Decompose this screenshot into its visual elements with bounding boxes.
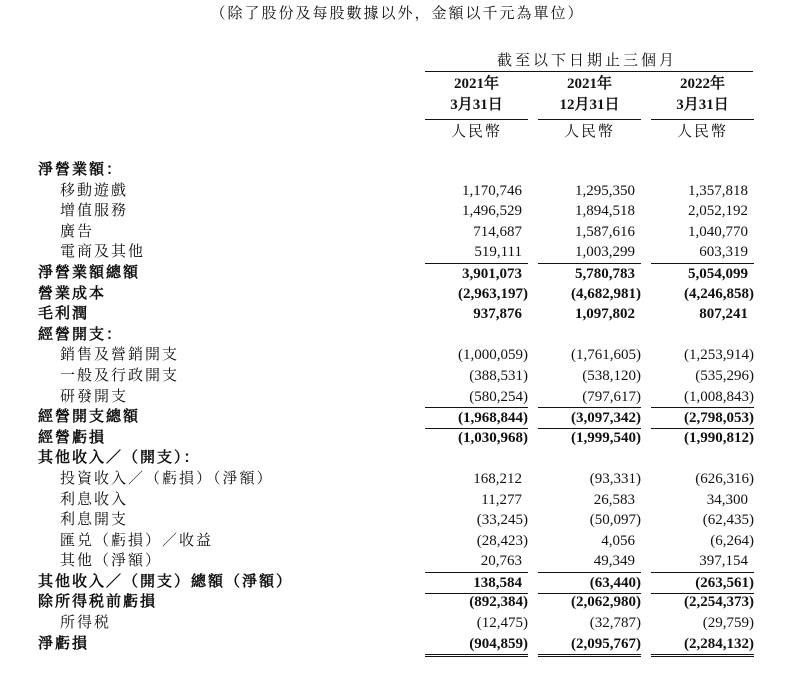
value-cell: (6,264) — [710, 532, 754, 549]
value-cell: (1,761,605) — [571, 347, 641, 364]
row-label: 移動遊戲 — [60, 182, 129, 199]
table-row — [0, 428, 795, 449]
value-cell: (1,253,914) — [684, 347, 754, 364]
value-cell: (263,561) — [651, 572, 754, 594]
table-row — [0, 242, 795, 263]
row-label: 利息收入 — [60, 491, 129, 508]
value-cell: (2,963,197) — [458, 285, 528, 302]
value-cell: 1,295,350 — [575, 182, 635, 199]
column-header-2022-q1 — [651, 74, 754, 143]
row-label: 研發開支 — [60, 388, 129, 405]
value-cell: (28,423) — [476, 532, 528, 549]
row-label: 毛利潤 — [38, 306, 90, 323]
column-year: 2021年 — [566, 76, 612, 92]
value-cell: 603,319 — [699, 244, 748, 261]
value-cell: (33,245) — [476, 512, 528, 529]
row-label: 營業成本 — [38, 285, 107, 302]
row-label: 經營開支總額 — [38, 409, 141, 426]
column-date: 3月31日 — [676, 97, 729, 113]
row-label: 利息開支 — [60, 512, 129, 529]
value-cell: (626,316) — [695, 470, 754, 487]
value-cell: 807,241 — [699, 306, 748, 323]
value-cell: (3,097,342) — [538, 407, 641, 429]
value-cell: (4,682,981) — [571, 285, 641, 302]
table-row — [0, 490, 795, 511]
value-cell: (538,120) — [582, 367, 641, 384]
period-heading: 截至以下日期止三個月 — [496, 53, 677, 69]
value-cell: 519,111 — [474, 244, 522, 261]
table-row — [0, 531, 795, 552]
value-cell: (1,000,059) — [458, 347, 528, 364]
row-label: 匯兑（虧損）／收益 — [60, 532, 214, 549]
value-cell: (580,254) — [469, 388, 528, 405]
row-label: 一般及行政開支 — [60, 367, 180, 384]
table-row — [0, 407, 795, 428]
row-label: 其他收入／（開支）總額（淨額） — [38, 573, 294, 590]
table-row — [0, 613, 795, 634]
value-cell: (2,062,980) — [571, 594, 641, 611]
table-row — [0, 469, 795, 490]
row-label: 除所得税前虧損 — [38, 594, 158, 611]
value-cell: 34,300 — [706, 491, 748, 508]
value-cell: (2,798,053) — [651, 407, 754, 429]
value-cell: 26,583 — [593, 491, 635, 508]
column-year: 2021年 — [453, 76, 499, 92]
value-cell: (50,097) — [589, 512, 641, 529]
value-cell: 11,277 — [481, 491, 522, 508]
value-cell: 1,496,529 — [462, 203, 522, 220]
column-date: 3月31日 — [450, 97, 503, 113]
value-cell: 5,780,783 — [538, 263, 641, 284]
value-cell: 397,154 — [699, 553, 748, 570]
table-row — [0, 284, 795, 305]
table-row — [0, 366, 795, 387]
value-cell: 937,876 — [473, 306, 522, 323]
table-row — [0, 448, 795, 469]
value-cell: 20,763 — [480, 553, 522, 570]
value-cell: (62,435) — [702, 512, 754, 529]
row-label: 投資收入／（虧損）（淨額） — [60, 470, 274, 487]
row-label: 其他（淨額） — [60, 553, 163, 570]
value-cell: (12,475) — [476, 615, 528, 632]
row-label: 經營虧損 — [38, 429, 107, 446]
column-currency: 人民幣 — [651, 119, 754, 143]
unit-note: （除了股份及每股數據以外，金額以千元為單位） — [210, 6, 585, 22]
table-row — [0, 263, 795, 284]
table-row — [0, 160, 795, 181]
value-cell: 1,040,770 — [688, 223, 748, 240]
row-label: 淨營業額總額 — [38, 264, 141, 281]
table-row — [0, 201, 795, 222]
value-cell: (2,254,373) — [684, 594, 754, 611]
table-row — [0, 592, 795, 613]
column-currency: 人民幣 — [538, 119, 641, 143]
table-row — [0, 551, 795, 572]
table-row — [0, 345, 795, 366]
table-row — [0, 304, 795, 325]
value-cell: (904,859) — [425, 634, 528, 657]
value-cell: 1,894,518 — [575, 203, 635, 220]
value-cell: (1,999,540) — [571, 429, 641, 446]
table-row — [0, 572, 795, 593]
value-cell: (32,787) — [589, 615, 641, 632]
table-row — [0, 634, 795, 655]
value-cell: (93,331) — [589, 470, 641, 487]
row-label: 淨營業額： — [38, 162, 124, 178]
value-cell: 3,901,073 — [425, 263, 528, 284]
value-cell: (1,030,968) — [458, 429, 528, 446]
value-cell: (1,968,844) — [425, 407, 528, 429]
value-cell: (535,296) — [695, 367, 754, 384]
table-row — [0, 510, 795, 531]
value-cell: 714,687 — [473, 223, 522, 240]
table-row — [0, 387, 795, 408]
value-cell: 168,212 — [473, 470, 522, 487]
row-label: 其他收入／（開支）： — [38, 450, 201, 467]
value-cell: 2,052,192 — [688, 203, 748, 220]
value-cell: 138,584 — [425, 572, 528, 594]
value-cell: 49,349 — [593, 553, 635, 570]
value-cell: 5,054,099 — [651, 263, 754, 284]
value-cell: (892,384) — [469, 594, 528, 611]
row-label: 電商及其他 — [60, 244, 146, 261]
value-cell: 1,587,616 — [575, 223, 635, 240]
column-header-2021-q1 — [425, 74, 528, 143]
table-row — [0, 181, 795, 202]
value-cell: (2,284,132) — [651, 634, 754, 657]
value-cell: 4,056 — [601, 532, 635, 549]
value-cell: (388,531) — [469, 367, 528, 384]
value-cell: (4,246,858) — [684, 285, 754, 302]
column-header-2021-q4 — [538, 74, 641, 143]
value-cell: 1,170,746 — [462, 182, 522, 199]
column-date: 12月31日 — [559, 97, 620, 113]
row-label: 淨虧損 — [38, 635, 90, 652]
column-year: 2022年 — [679, 76, 725, 92]
value-cell: (63,440) — [538, 572, 641, 594]
value-cell: 1,003,299 — [575, 244, 635, 261]
row-label: 所得税 — [60, 615, 112, 632]
column-currency: 人民幣 — [425, 119, 528, 143]
table-row — [0, 222, 795, 243]
value-cell: (1,990,812) — [684, 429, 754, 446]
value-cell: (29,759) — [702, 615, 754, 632]
value-cell: 1,097,802 — [575, 306, 635, 323]
row-label: 銷售及營銷開支 — [60, 347, 180, 364]
table-row — [0, 325, 795, 346]
value-cell: (797,617) — [582, 388, 641, 405]
income-statement-table — [0, 160, 795, 654]
row-label: 廣告 — [60, 223, 95, 240]
row-label: 經營開支： — [38, 326, 124, 343]
period-rule — [425, 71, 753, 72]
value-cell: (1,008,843) — [684, 388, 754, 405]
row-label: 增值服務 — [60, 203, 129, 220]
value-cell: (2,095,767) — [538, 634, 641, 657]
value-cell: 1,357,818 — [688, 182, 748, 199]
